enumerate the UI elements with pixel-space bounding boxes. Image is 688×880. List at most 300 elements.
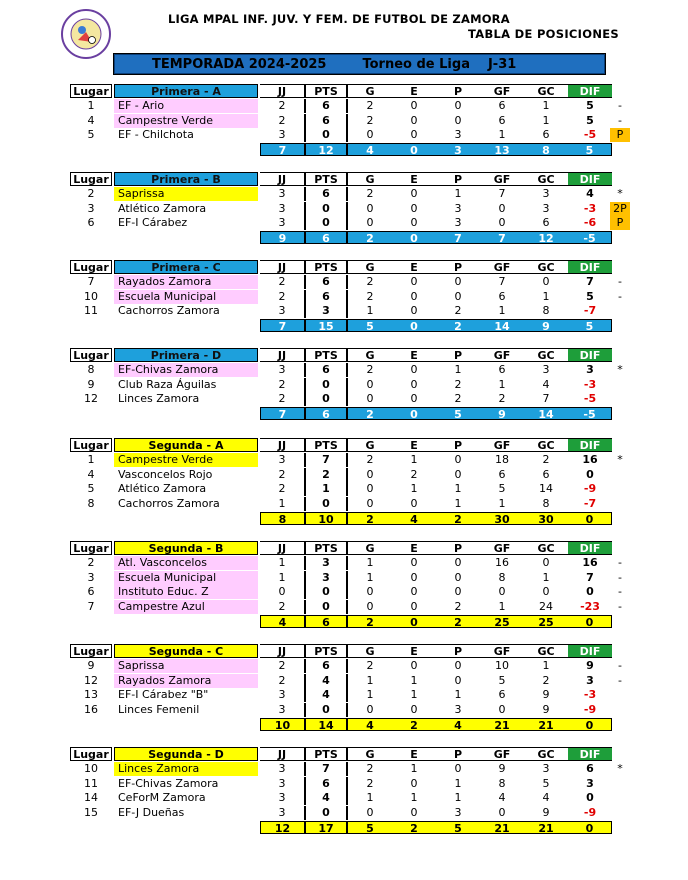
column-header-pts: PTS [304, 438, 348, 452]
total-e: 0 [392, 319, 436, 332]
team-position: 13 [84, 688, 98, 702]
column-header-e: E [392, 644, 436, 658]
team-dif: -9 [583, 806, 597, 820]
team-position: 6 [87, 216, 95, 230]
team-e: 0 [410, 585, 418, 599]
team-pts: 7 [304, 762, 348, 776]
team-e: 1 [410, 762, 418, 775]
team-p: 1 [454, 497, 462, 511]
team-dif: -23 [580, 600, 600, 614]
team-e: 0 [410, 99, 418, 112]
team-name: EF-I Cárabez "B" [118, 688, 209, 702]
team-position: 11 [84, 304, 98, 318]
total-e: 2 [392, 718, 436, 731]
team-g: 0 [366, 377, 374, 391]
team-e: 0 [410, 806, 418, 820]
team-gc: 9 [542, 806, 550, 820]
column-header-pts: PTS [304, 747, 348, 761]
team-gf: 1 [498, 600, 506, 614]
total-g: 2 [348, 407, 392, 420]
team-gc: 14 [539, 482, 553, 496]
total-gc: 21 [524, 821, 568, 834]
team-position: 3 [87, 570, 95, 584]
tournament-label: Torneo de Liga [362, 56, 470, 72]
column-header-gf: GF [480, 348, 524, 362]
column-header-pts: PTS [304, 644, 348, 658]
team-gc: 1 [542, 570, 550, 584]
total-dif: 0 [568, 512, 612, 525]
group-name: Primera - D [114, 348, 258, 362]
team-jj: 3 [278, 776, 286, 790]
total-jj: 9 [260, 231, 304, 244]
team-e: 0 [410, 275, 418, 288]
team-name: Linces Femenil [118, 703, 200, 717]
total-jj: 4 [260, 615, 304, 628]
team-jj: 2 [278, 99, 286, 112]
team-e: 0 [410, 304, 418, 318]
team-jj: 3 [278, 216, 286, 230]
team-name: EF - Ario [114, 99, 258, 113]
round-label: J-31 [487, 56, 517, 72]
lugar-header: Lugar [70, 747, 112, 761]
team-pts: 0 [304, 216, 348, 230]
team-e: 0 [410, 392, 418, 406]
total-g: 2 [348, 231, 392, 244]
team-position: 12 [84, 392, 98, 406]
column-header-pts: PTS [304, 348, 348, 362]
team-position: 2 [87, 187, 95, 200]
team-g: 0 [366, 806, 374, 820]
team-pts: 0 [304, 128, 348, 142]
total-p: 2 [436, 319, 480, 332]
team-gc: 2 [542, 453, 550, 466]
status-mark [610, 791, 630, 805]
column-header-p: P [436, 172, 480, 186]
team-position: 4 [87, 113, 95, 127]
team-name: EF - Chilchota [118, 128, 194, 142]
team-position: 5 [87, 482, 95, 496]
column-header-e: E [392, 172, 436, 186]
team-e: 1 [410, 673, 418, 687]
team-dif: 0 [586, 585, 594, 599]
total-gf: 30 [480, 512, 524, 525]
column-header-jj: JJ [260, 84, 304, 98]
team-position: 10 [84, 762, 98, 775]
team-gc: 0 [542, 556, 550, 569]
team-dif: -6 [583, 216, 597, 230]
lugar-header: Lugar [70, 84, 112, 98]
team-p: 0 [454, 585, 462, 599]
team-jj: 3 [278, 703, 286, 717]
total-p: 2 [436, 512, 480, 525]
column-header-p: P [436, 747, 480, 761]
team-position: 3 [87, 201, 95, 215]
team-e: 1 [410, 482, 418, 496]
column-header-pts: PTS [304, 84, 348, 98]
group-name: Primera - B [114, 172, 258, 186]
team-e: 0 [410, 659, 418, 672]
team-g: 2 [366, 762, 374, 775]
team-gf: 0 [498, 585, 506, 599]
team-jj: 3 [278, 201, 286, 215]
column-header-dif: DIF [568, 84, 612, 98]
team-pts: 1 [304, 482, 348, 496]
team-jj: 0 [278, 585, 286, 599]
team-position: 10 [84, 289, 98, 303]
team-name: EF-Chivas Zamora [114, 363, 258, 377]
table-subtitle: TABLA DE POSICIONES [468, 27, 619, 41]
team-dif: -9 [583, 482, 597, 496]
team-p: 1 [454, 482, 462, 496]
team-g: 2 [366, 776, 374, 790]
league-title: LIGA MPAL INF. JUV. Y FEM. DE FUTBOL DE ZAMORA [168, 12, 510, 26]
team-g: 2 [366, 275, 374, 288]
total-g: 4 [348, 143, 392, 156]
team-p: 1 [454, 791, 462, 805]
total-e: 0 [392, 615, 436, 628]
team-jj: 1 [278, 556, 286, 569]
status-mark: - [618, 673, 622, 687]
status-mark [610, 392, 630, 406]
team-jj: 3 [278, 453, 286, 466]
team-gf: 0 [498, 201, 506, 215]
team-position: 2 [87, 556, 95, 569]
team-pts: 6 [304, 187, 348, 201]
status-mark: - [618, 659, 622, 672]
total-dif: -5 [568, 407, 612, 420]
team-p: 2 [454, 392, 462, 406]
column-header-gc: GC [524, 644, 568, 658]
column-header-gc: GC [524, 438, 568, 452]
column-header-dif: DIF [568, 172, 612, 186]
team-e: 1 [410, 453, 418, 466]
total-gc: 12 [524, 231, 568, 244]
team-e: 0 [410, 187, 418, 200]
column-header-p: P [436, 644, 480, 658]
team-jj: 2 [278, 113, 286, 127]
column-header-gc: GC [524, 84, 568, 98]
team-position: 11 [84, 776, 98, 790]
team-position: 9 [87, 659, 95, 672]
total-jj: 12 [260, 821, 304, 834]
team-gf: 1 [498, 377, 506, 391]
team-dif: -7 [583, 304, 597, 318]
team-gf: 7 [498, 187, 506, 200]
status-mark: - [618, 556, 622, 569]
team-g: 1 [366, 673, 374, 687]
total-g: 5 [348, 319, 392, 332]
total-pts: 14 [304, 718, 348, 731]
group-name: Segunda - A [114, 438, 258, 452]
team-gf: 10 [495, 659, 509, 672]
column-header-dif: DIF [568, 438, 612, 452]
team-name: Instituto Educ. Z [114, 585, 258, 599]
team-e: 2 [410, 467, 418, 481]
team-name: Linces Zamora [118, 392, 200, 406]
status-mark: - [618, 289, 622, 303]
season-label: TEMPORADA 2024-2025 [152, 56, 327, 72]
column-header-gf: GF [480, 260, 524, 274]
column-header-dif: DIF [568, 644, 612, 658]
team-jj: 1 [278, 497, 286, 511]
team-jj: 2 [278, 659, 286, 672]
column-header-p: P [436, 260, 480, 274]
total-gf: 13 [480, 143, 524, 156]
total-dif: 0 [568, 821, 612, 834]
team-e: 0 [410, 289, 418, 303]
column-header-pts: PTS [304, 260, 348, 274]
column-header-jj: JJ [260, 541, 304, 555]
team-gc: 4 [542, 377, 550, 391]
group-name: Segunda - D [114, 747, 258, 761]
column-header-gf: GF [480, 541, 524, 555]
team-e: 0 [410, 113, 418, 127]
team-p: 0 [454, 113, 462, 127]
team-dif: -3 [583, 201, 597, 215]
lugar-header: Lugar [70, 260, 112, 274]
total-e: 4 [392, 512, 436, 525]
total-gf: 21 [480, 718, 524, 731]
team-p: 0 [454, 659, 462, 672]
team-e: 0 [410, 703, 418, 717]
team-position: 16 [84, 703, 98, 717]
team-position: 8 [87, 363, 95, 376]
team-gc: 1 [542, 113, 550, 127]
total-jj: 10 [260, 718, 304, 731]
team-gc: 3 [542, 762, 550, 775]
total-jj: 8 [260, 512, 304, 525]
total-gc: 14 [524, 407, 568, 420]
team-pts: 0 [304, 497, 348, 511]
team-g: 1 [366, 688, 374, 702]
total-pts: 10 [304, 512, 348, 525]
total-pts: 15 [304, 319, 348, 332]
status-mark: 2P [610, 202, 630, 216]
team-dif: 5 [586, 99, 594, 112]
status-mark [610, 378, 630, 392]
team-position: 1 [87, 453, 95, 466]
team-jj: 2 [278, 482, 286, 496]
team-pts: 4 [304, 674, 348, 688]
team-dif: 9 [586, 659, 594, 672]
team-gc: 1 [542, 99, 550, 112]
total-gf: 25 [480, 615, 524, 628]
column-header-gf: GF [480, 172, 524, 186]
column-header-jj: JJ [260, 348, 304, 362]
team-pts: 3 [304, 304, 348, 318]
total-dif: 5 [568, 319, 612, 332]
team-pts: 4 [304, 688, 348, 702]
team-p: 2 [454, 600, 462, 614]
team-dif: 5 [586, 113, 594, 127]
team-gf: 1 [498, 304, 506, 318]
group-name: Segunda - B [114, 541, 258, 555]
team-dif: -3 [583, 377, 597, 391]
column-header-pts: PTS [304, 541, 348, 555]
column-header-gc: GC [524, 172, 568, 186]
team-dif: -3 [583, 688, 597, 702]
team-jj: 1 [278, 570, 286, 584]
column-header-p: P [436, 348, 480, 362]
status-mark: - [618, 585, 622, 599]
column-header-jj: JJ [260, 260, 304, 274]
team-g: 1 [366, 570, 374, 584]
team-dif: 7 [586, 570, 594, 584]
column-header-dif: DIF [568, 348, 612, 362]
team-g: 0 [366, 497, 374, 511]
team-dif: -5 [583, 128, 597, 142]
team-e: 0 [410, 128, 418, 142]
total-g: 2 [348, 615, 392, 628]
team-name: Campestre Verde [114, 114, 258, 128]
team-gf: 6 [498, 99, 506, 112]
team-gf: 0 [498, 806, 506, 820]
total-g: 4 [348, 718, 392, 731]
column-header-gf: GF [480, 84, 524, 98]
team-gc: 0 [542, 585, 550, 599]
team-pts: 6 [304, 99, 348, 113]
team-jj: 3 [278, 806, 286, 820]
team-g: 2 [366, 113, 374, 127]
team-name: Cachorros Zamora [118, 497, 220, 511]
team-gc: 6 [542, 467, 550, 481]
status-mark: - [618, 275, 622, 288]
total-jj: 7 [260, 407, 304, 420]
team-p: 3 [454, 703, 462, 717]
status-mark: P [610, 216, 630, 230]
status-mark: - [618, 570, 622, 584]
team-name: Atl. Vasconcelos [114, 556, 258, 570]
team-name: Campestre Azul [114, 600, 258, 614]
team-gc: 6 [542, 128, 550, 142]
team-p: 1 [454, 363, 462, 376]
total-pts: 12 [304, 143, 348, 156]
lugar-header: Lugar [70, 172, 112, 186]
team-dif: 0 [586, 791, 594, 805]
team-jj: 3 [278, 688, 286, 702]
team-name: Atlético Zamora [118, 482, 207, 496]
status-mark: * [617, 453, 623, 466]
team-p: 0 [454, 556, 462, 569]
team-jj: 3 [278, 304, 286, 318]
team-p: 0 [454, 99, 462, 112]
team-jj: 2 [278, 600, 286, 614]
team-name: Campestre Verde [114, 453, 258, 467]
team-gf: 1 [498, 128, 506, 142]
total-dif: 5 [568, 143, 612, 156]
team-g: 0 [366, 216, 374, 230]
team-gf: 5 [498, 673, 506, 687]
team-position: 12 [84, 673, 98, 687]
team-gf: 9 [498, 762, 506, 775]
team-jj: 2 [278, 467, 286, 481]
team-p: 3 [454, 806, 462, 820]
team-pts: 6 [304, 114, 348, 128]
team-g: 0 [366, 201, 374, 215]
total-gf: 9 [480, 407, 524, 420]
column-header-gc: GC [524, 260, 568, 274]
column-header-e: E [392, 260, 436, 274]
team-dif: 7 [586, 275, 594, 288]
team-g: 0 [366, 482, 374, 496]
team-position: 1 [87, 99, 95, 112]
team-p: 0 [454, 275, 462, 288]
status-mark [610, 497, 630, 511]
total-p: 5 [436, 407, 480, 420]
team-gc: 3 [542, 363, 550, 376]
team-name: CeForM Zamora [118, 791, 206, 805]
team-g: 1 [366, 791, 374, 805]
team-gf: 5 [498, 482, 506, 496]
team-p: 1 [454, 187, 462, 200]
column-header-p: P [436, 84, 480, 98]
team-e: 0 [410, 201, 418, 215]
column-header-gc: GC [524, 348, 568, 362]
team-jj: 2 [278, 392, 286, 406]
total-pts: 6 [304, 615, 348, 628]
team-pts: 6 [304, 275, 348, 289]
status-mark: * [617, 187, 623, 200]
total-e: 2 [392, 821, 436, 834]
team-dif: 16 [582, 453, 598, 466]
team-e: 1 [410, 688, 418, 702]
total-jj: 7 [260, 319, 304, 332]
team-p: 3 [454, 128, 462, 142]
team-gc: 3 [542, 201, 550, 215]
team-pts: 0 [304, 806, 348, 820]
column-header-e: E [392, 541, 436, 555]
team-name: Saprissa [114, 659, 258, 673]
team-name: Cachorros Zamora [118, 304, 220, 318]
team-gf: 6 [498, 688, 506, 702]
team-gf: 1 [498, 497, 506, 511]
status-mark [610, 688, 630, 702]
team-e: 1 [410, 791, 418, 805]
column-header-dif: DIF [568, 260, 612, 274]
team-gc: 4 [542, 791, 550, 805]
team-gf: 0 [498, 216, 506, 230]
team-gc: 9 [542, 688, 550, 702]
team-dif: 0 [586, 467, 594, 481]
status-mark [610, 304, 630, 318]
total-gc: 30 [524, 512, 568, 525]
team-gf: 8 [498, 776, 506, 790]
team-p: 0 [454, 762, 462, 775]
column-header-g: G [348, 747, 392, 761]
team-dif: 3 [586, 776, 594, 790]
team-position: 7 [87, 275, 95, 288]
column-header-gf: GF [480, 644, 524, 658]
lugar-header: Lugar [70, 644, 112, 658]
team-p: 1 [454, 776, 462, 790]
team-e: 0 [410, 216, 418, 230]
team-g: 1 [366, 556, 374, 569]
team-g: 0 [366, 128, 374, 142]
team-pts: 2 [304, 468, 348, 482]
total-gc: 25 [524, 615, 568, 628]
total-e: 0 [392, 231, 436, 244]
team-name: Escuela Municipal [114, 290, 258, 304]
total-e: 0 [392, 407, 436, 420]
team-jj: 2 [278, 275, 286, 288]
lugar-header: Lugar [70, 541, 112, 555]
team-pts: 4 [304, 791, 348, 805]
total-pts: 6 [304, 231, 348, 244]
team-pts: 6 [304, 777, 348, 791]
team-gf: 16 [495, 556, 509, 569]
total-dif: 0 [568, 718, 612, 731]
team-e: 0 [410, 570, 418, 584]
